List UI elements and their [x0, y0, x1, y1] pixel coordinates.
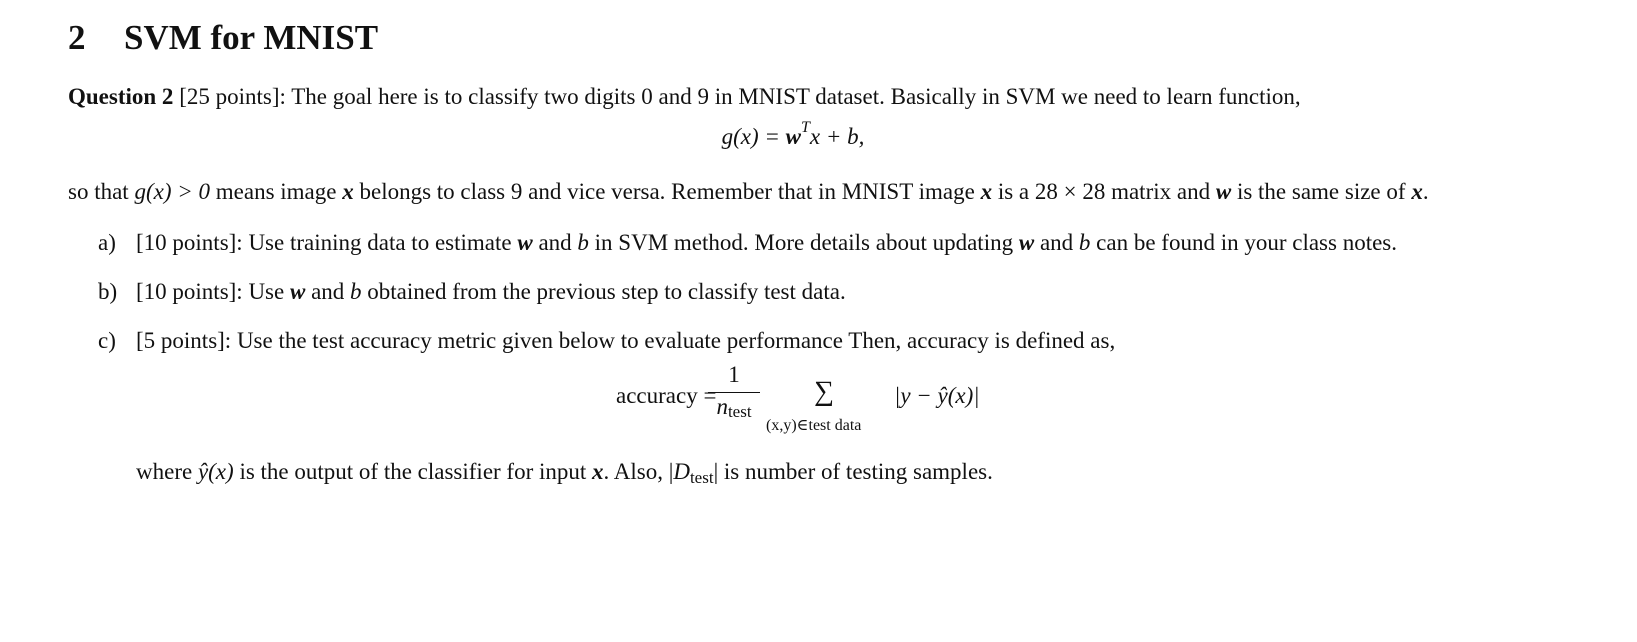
equation-w: w	[785, 124, 801, 149]
math-w: w	[517, 230, 533, 255]
math-x: x	[1411, 179, 1423, 204]
text-run: and	[532, 230, 578, 255]
text-run: | is number of testing samples.	[713, 459, 993, 484]
section-number: 2	[68, 18, 86, 57]
subquestion-list	[68, 226, 1518, 357]
text-run: so that	[68, 179, 135, 204]
item-marker: b)	[98, 279, 118, 304]
fraction-denominator	[708, 393, 760, 426]
absolute-error: |y − ŷ(x)|	[894, 383, 980, 408]
equation-rest: x + b,	[809, 124, 865, 149]
text-run: belongs to class 9 and vice versa. Remember that in MNIST image	[353, 179, 981, 204]
where-clause	[68, 455, 1518, 494]
text-run: .	[1422, 179, 1429, 204]
math-w: w	[289, 279, 306, 304]
text-run: and	[305, 279, 351, 304]
document-page	[68, 18, 1518, 494]
text-run: . Also, |	[603, 459, 674, 484]
subquestion-a	[68, 226, 1518, 259]
subquestion-c	[68, 324, 1518, 357]
summation-symbol: ∑	[814, 376, 834, 407]
text-run: is a 28 × 28 matrix and	[992, 179, 1216, 204]
math-b: b	[577, 230, 589, 255]
text-run: and	[1034, 230, 1079, 255]
equation-lhs: g(x) =	[721, 124, 786, 149]
text-run: is the same size of	[1231, 179, 1412, 204]
section-heading: SVM for MNIST	[124, 18, 379, 57]
accuracy-equation	[68, 361, 1518, 441]
text-run: [10 points]: Use training data to estimate	[136, 230, 518, 255]
section-title	[68, 18, 1518, 58]
svm-equation	[68, 119, 1518, 155]
question-intro	[68, 80, 1518, 113]
question-explanation	[68, 175, 1518, 208]
equation-transpose: T	[801, 119, 810, 136]
math-b: b	[350, 279, 362, 304]
text-run: in SVM method. More details about updating	[588, 230, 1019, 255]
summation-range: (x,y)∈test data	[766, 417, 862, 434]
math-g: g(x) > 0	[134, 179, 211, 204]
math-b: b	[1078, 230, 1091, 255]
text-run: [10 points]: Use	[136, 279, 290, 304]
text-run: means image	[210, 179, 343, 204]
item-marker: c)	[98, 328, 116, 353]
accuracy-lhs: accuracy =	[616, 383, 717, 408]
subscript-test: test	[689, 468, 714, 487]
math-n: n	[716, 394, 728, 419]
question-intro-text: [25 points]: The goal here is to classify two digits 0 and 9 in MNIST dataset. Basically in SVM we need to learn function,	[173, 84, 1301, 109]
text-run: obtained from the previous step to classify test data.	[361, 279, 846, 304]
fraction-numerator: 1	[728, 362, 740, 387]
question-label: Question 2	[68, 84, 174, 109]
item-marker: a)	[98, 230, 116, 255]
subscript-test: test	[727, 402, 752, 421]
text-run: can be found in your class notes.	[1090, 230, 1397, 255]
accuracy-fraction	[708, 361, 760, 426]
text-run: where	[136, 459, 198, 484]
math-w: w	[1215, 179, 1232, 204]
math-x: x	[980, 179, 993, 204]
math-D: D	[673, 459, 690, 484]
subquestion-b	[68, 275, 1518, 308]
math-yhat: ŷ(x)	[197, 459, 234, 484]
math-x: x	[592, 459, 604, 484]
math-w: w	[1018, 230, 1035, 255]
math-x: x	[342, 179, 354, 204]
text-run: [5 points]: Use the test accuracy metric given below to evaluate performance Then, accuracy is defined as,	[136, 328, 1116, 353]
text-run: is the output of the classifier for input	[233, 459, 593, 484]
